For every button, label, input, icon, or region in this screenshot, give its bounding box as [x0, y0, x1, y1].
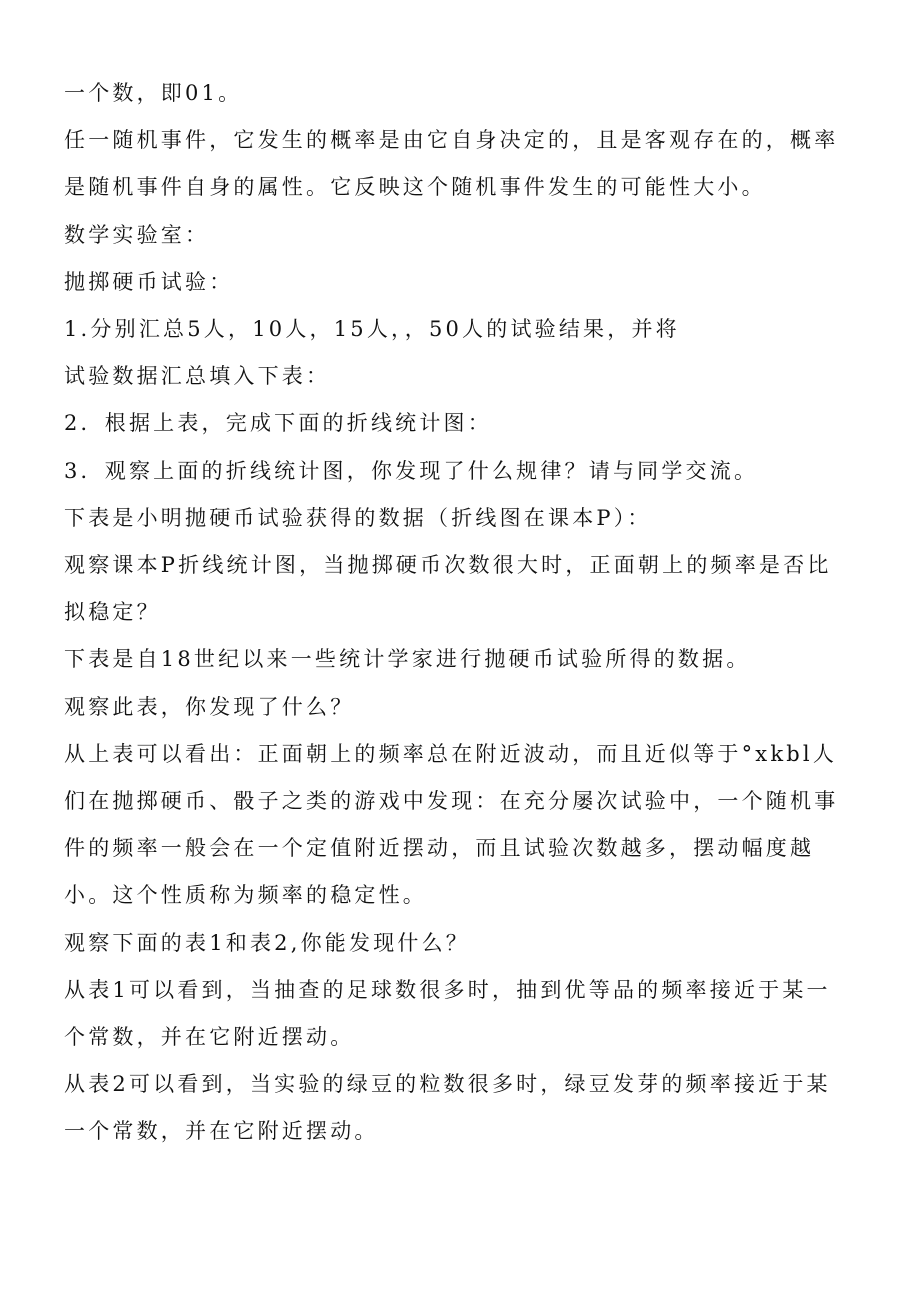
paragraph-step-3: 3．观察上面的折线统计图，你发现了什么规律？请与同学交流。 [64, 458, 759, 483]
paragraph-coin-experiment-heading: 抛掷硬币试验： [64, 269, 234, 294]
paragraph-tables-question: 观察下面的表1和表2,你能发现什么？ [64, 930, 470, 955]
paragraph-step-1-continued: 试验数据汇总填入下表： [64, 364, 331, 389]
paragraph-intro-number: 一个数，即01。 [64, 81, 243, 105]
paragraph-math-lab-heading: 数学实验室： [64, 222, 210, 247]
paragraph-frequency-stability: 从上表可以看出：正面朝上的频率总在附近波动，而且近似等于°xkbl人们在抛掷硬币、骰子之类的游戏中发现：在充分屡次试验中，一个随机事件的频率一般会在一个定值附近摆动，而且试验次数越多，摆动幅度越小。这个性质称为频率的稳定性。 [64, 741, 839, 908]
paragraph-observe-line-chart: 观察课本P折线统计图，当抛掷硬币次数很大时，正面朝上的频率是否比拟稳定？ [64, 553, 832, 625]
paragraph-observe-table: 观察此表，你发现了什么？ [64, 694, 355, 719]
paragraph-step-2: 2．根据上表，完成下面的折线统计图： [64, 411, 492, 436]
paragraph-xiaoming-data: 下表是小明抛硬币试验获得的数据（折线图在课本P）： [64, 505, 652, 530]
paragraph-table-2-conclusion: 从表2可以看到，当实验的绿豆的粒数很多时，绿豆发芽的频率接近于某一个常数，并在它附近摆动。 [64, 1072, 831, 1144]
paragraph-step-1: 1.分别汇总5人，10人，15人，，50人的试验结果，并将 [64, 317, 680, 342]
paragraph-table-1-conclusion: 从表1可以看到，当抽查的足球数很多时，抽到优等品的频率接近于某一个常数，并在它附近摆动。 [64, 977, 831, 1050]
paragraph-historical-data: 下表是自18世纪以来一些统计学家进行抛硬币试验所得的数据。 [64, 647, 751, 672]
paragraph-probability-definition: 任一随机事件，它发生的概率是由它自身决定的，且是客观存在的，概率是随机事件自身的属性。它反映这个随机事件发生的可能性大小。 [64, 128, 839, 200]
